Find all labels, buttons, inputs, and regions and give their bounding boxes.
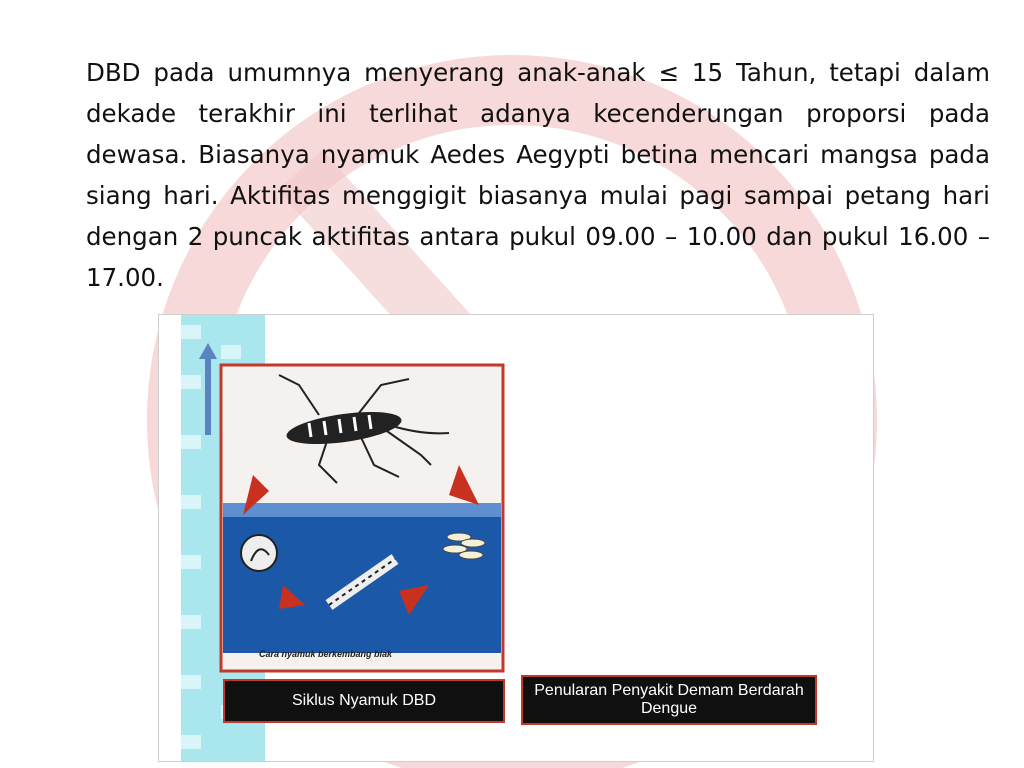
pupa-icon [241,535,277,571]
body-paragraph: DBD pada umumnya menyerang anak-anak ≤ 15 Tahun, tetapi dalam dekade terakhir ini terlihat adanya kecenderungan proporsi pada dewasa. Biasanya nyamuk Aedes Aegypti betina mencari mangsa pada siang hari. Aktifitas menggigit biasanya mulai pagi sampai petang hari dengan 2 puncak aktifitas antara pukul 09.00 – 10.00 dan pukul 16.00 – 17.00. [86,58,990,292]
life-cycle-note: Cara nyamuk berkembang biak [259,649,393,659]
mosquito-life-cycle-panel [221,365,503,671]
caption-life-cycle: Siklus Nyamuk DBD [223,679,505,723]
caption-transmission: Penularan Penyakit Demam Berdarah Dengue [521,675,817,725]
dengue-illustration [158,314,874,762]
